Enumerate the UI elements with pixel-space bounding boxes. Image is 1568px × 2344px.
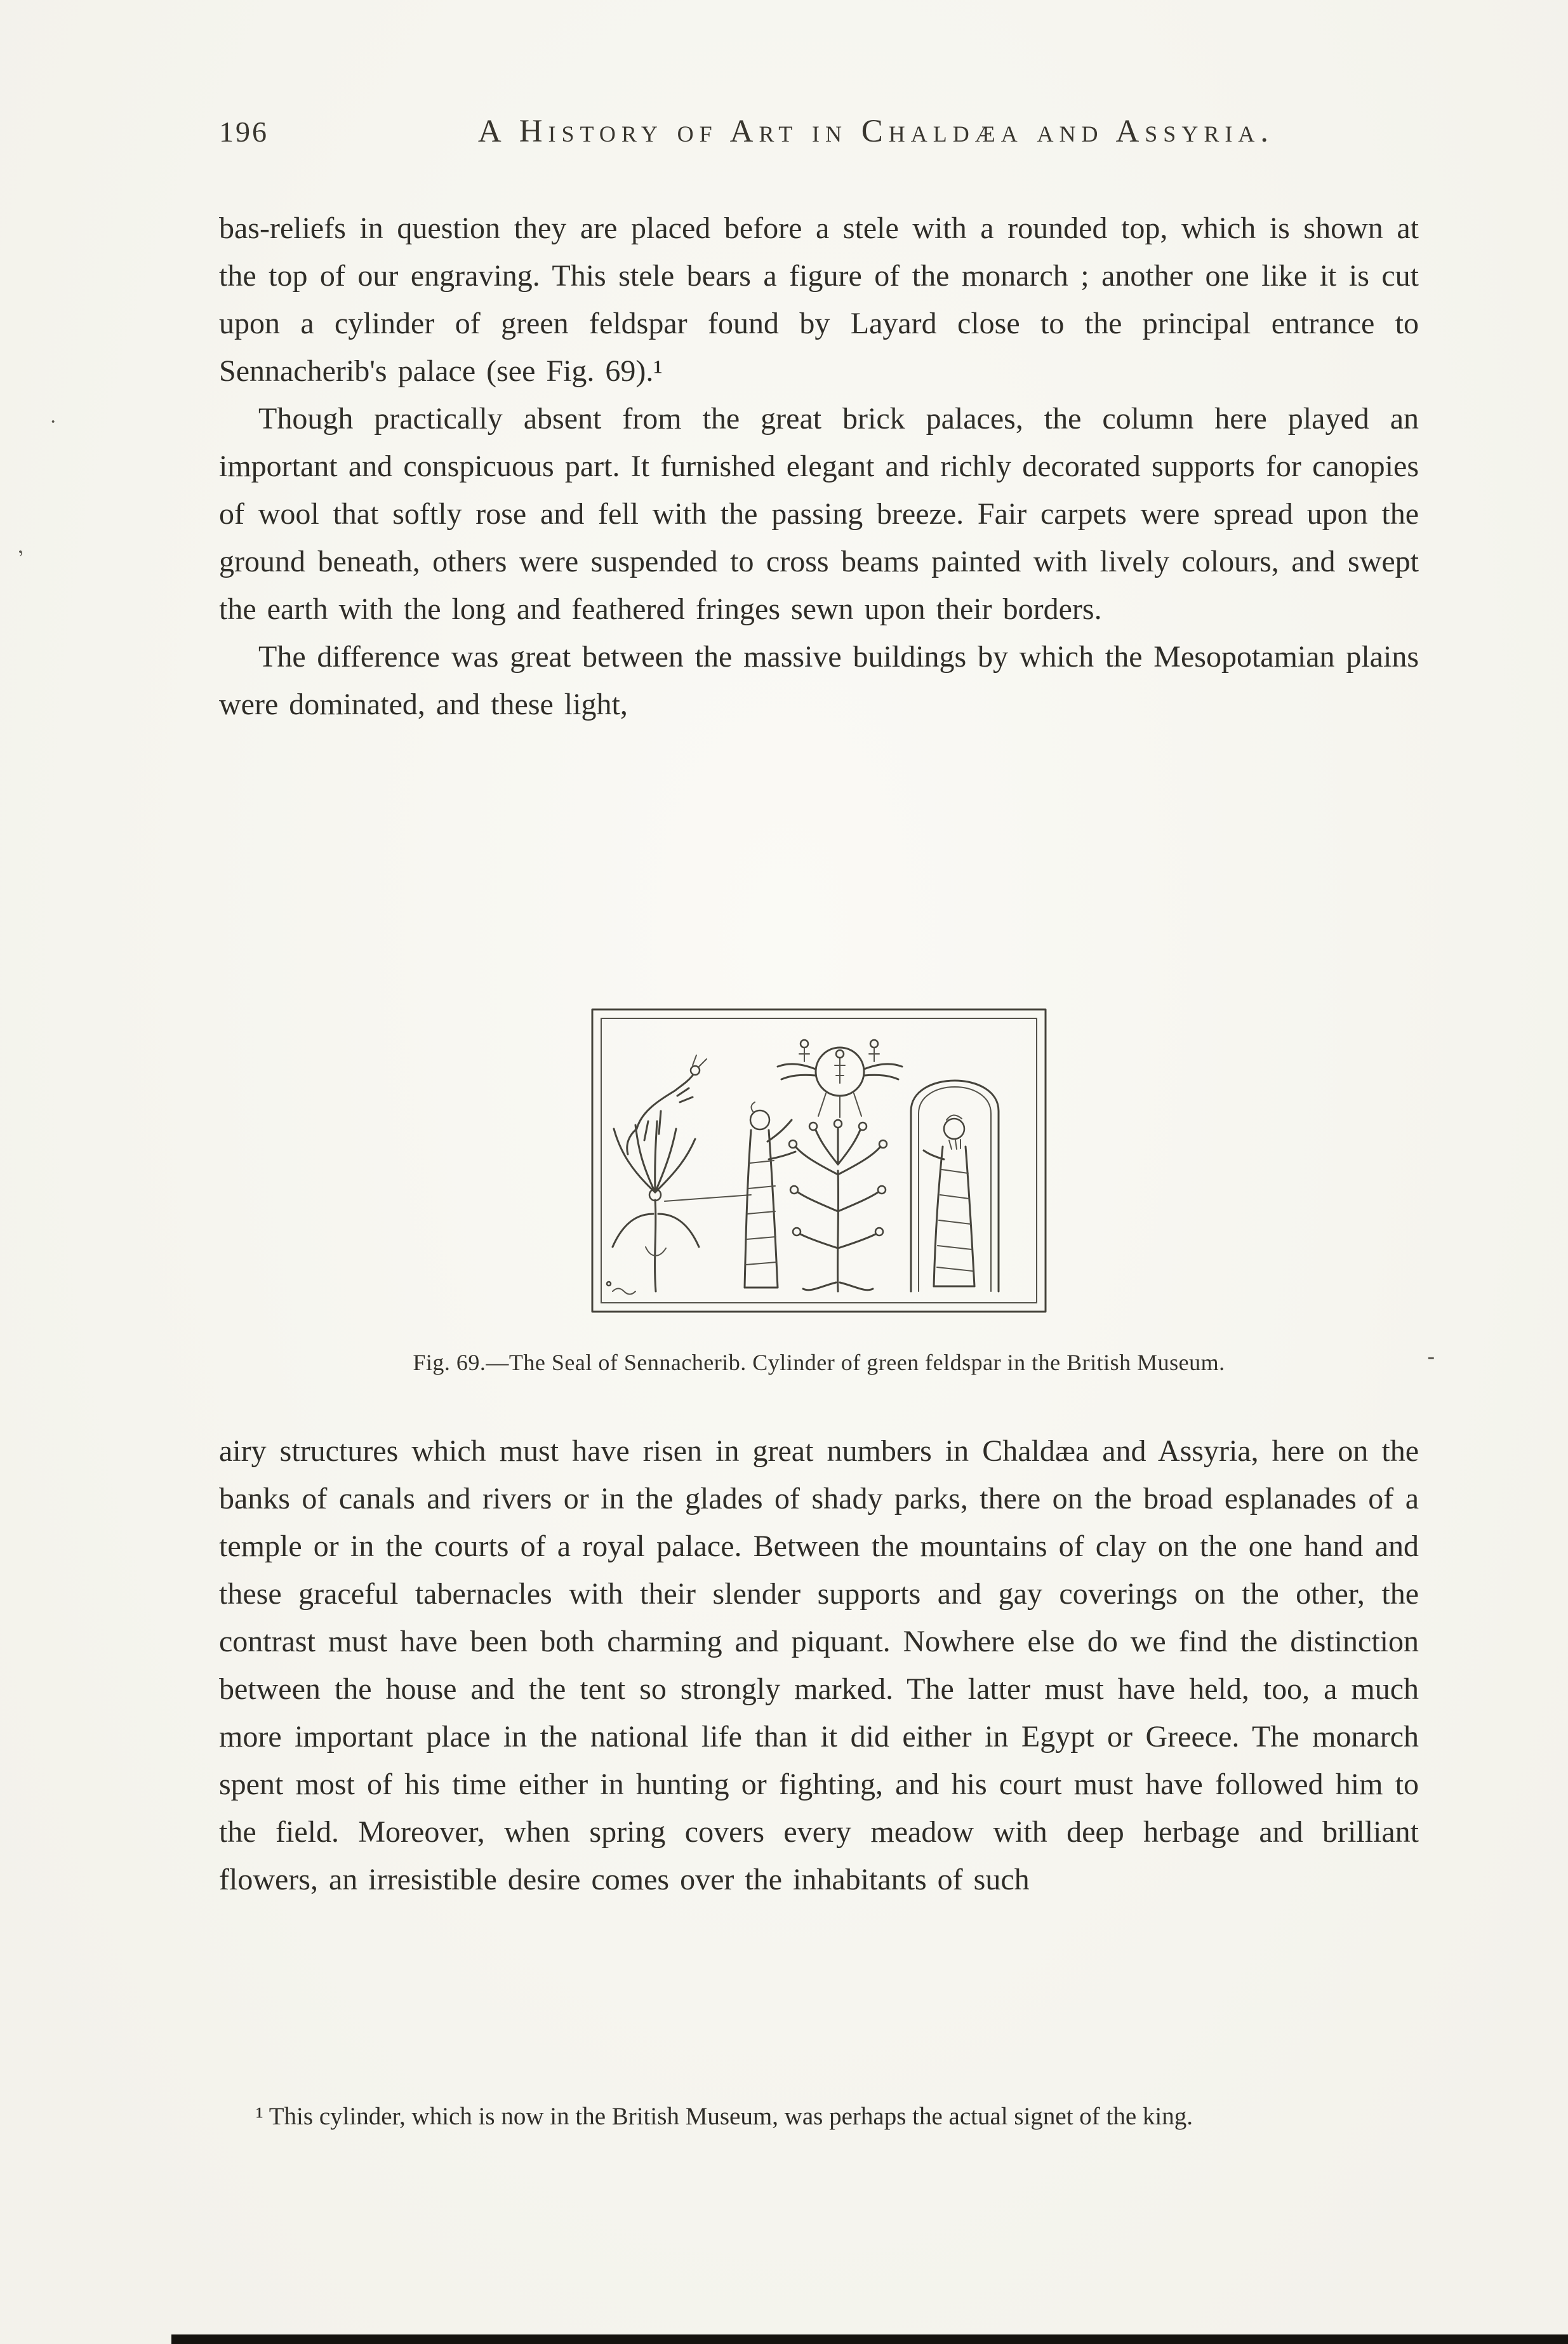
seal-engraving-svg <box>587 1004 1051 1317</box>
scan-speck: · <box>50 410 57 434</box>
paragraph: The difference was great between the massive buildings by which the Mesopotamian plains were dominated, and these light, <box>219 640 1419 721</box>
paragraph: Though practically absent from the great brick palaces, the column here played an important and conspicuous part. It furnished elegant and richly decorated supports for canopies of wool that softly rose and fell with the passing breeze. Fair carpets were spread upon the ground beneath, others were suspended to cross beams painted with lively colours, and swept the earth with the long and feathered fringes sewn upon their borders. <box>219 402 1419 626</box>
page-header <box>219 113 1419 150</box>
scan-edge-artifact <box>171 2334 1568 2344</box>
running-title: A History of Art in Chaldæa and Assyria. <box>477 114 1275 149</box>
text-block-bottom <box>219 1427 1419 1903</box>
footnote: ¹ This cylinder, which is now in the British Museum, was perhaps the actual signet of the king. <box>256 2103 1193 2130</box>
paragraph-continuation: bas-reliefs in question they are placed before a stele with a rounded top, which is shown at the top of our engraving. This stele bears a figure of the monarch ; another one like it is cut upon a cylinder of green feldspar found by Layard close to the principal entrance to Sennacherib's palace (see Fig. 69).¹ <box>219 211 1419 388</box>
figure-caption: Fig. 69.—The Seal of Sennacherib. Cylinder of green feldspar in the British Museum. <box>413 1350 1225 1375</box>
seal-engraving-illustration <box>587 1004 1051 1320</box>
text-block-top <box>219 204 1419 728</box>
scan-speck: ’ <box>15 545 30 570</box>
page-number: 196 <box>219 116 269 148</box>
figure-seal-of-sennacherib <box>219 1004 1419 1376</box>
margin-hyphen-mark: - <box>1427 1345 1435 1368</box>
paragraph-continuation: airy structures which must have risen in great numbers in Chaldæa and Assyria, here on the banks of canals and rivers or in the glades of shady parks, there on the broad esplanades of a temple or in the courts of a royal palace. Between the mountains of clay on the one hand and these graceful tabernacles with their slender supports and gay coverings on the other, the contrast must have been both charming and piquant. Nowhere else do we find the distinction between the house and the tent so strongly marked. The latter must have held, too, a much more important place in the national life than it did either in Egypt or Greece. The monarch spent most of his time either in hunting or fighting, and his court must have followed him to the field. Moreover, when spring covers every meadow with deep herbage and brilliant flowers, an irresistible desire comes over the inhabitants of such <box>219 1434 1419 1896</box>
